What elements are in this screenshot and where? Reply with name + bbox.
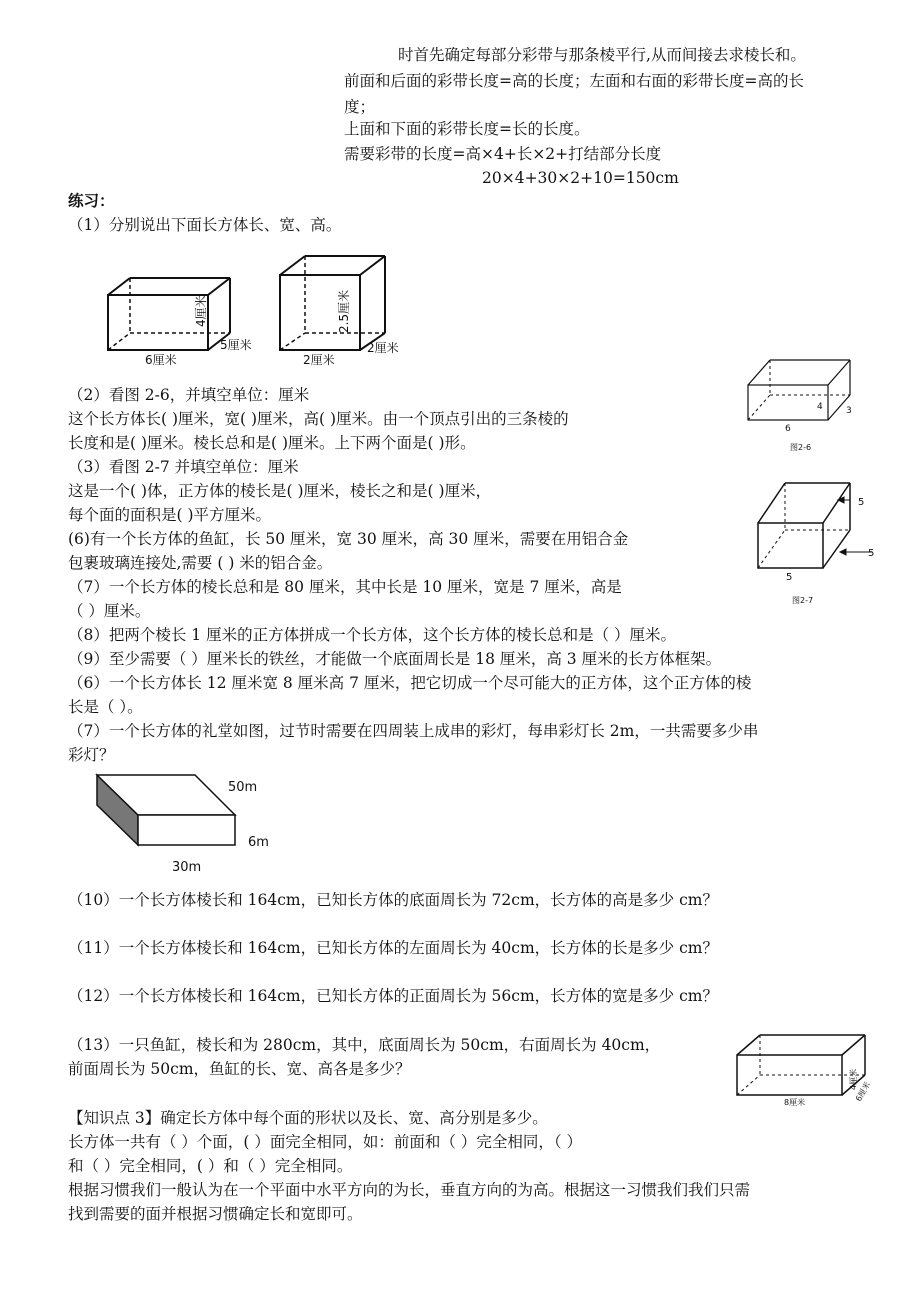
question-2-title: （2）看图 2-6，并填空单位：厘米	[68, 386, 310, 404]
intro-line-3: 度；	[344, 98, 376, 116]
question-7b-line-1: （7）一个长方体的礼堂如图，过节时需要在四周装上成串的彩灯，每串彩灯长 2m，一共需要多少串	[68, 722, 759, 740]
fig27-label-top: 5	[858, 497, 865, 508]
knowledge-point-3-line-1: 长方体一共有（ ）个面，( ）面完全相同，如：前面和（ ）完全相同，（ ）	[68, 1133, 583, 1151]
practice-title: 练习：	[68, 191, 115, 210]
question-3-line-1: 这是一个( )体，正方体的棱长是( )厘米，棱长之和是( )厘米，	[68, 482, 492, 500]
hall-length-label: 50m	[228, 780, 258, 795]
knowledge-point-3-line-2: 和（ ）完全相同，( ）和（ ）完全相同。	[68, 1157, 353, 1175]
fig1-height-label: 4厘米	[194, 295, 208, 327]
fig27-caption: 图2-7	[792, 596, 814, 605]
tank-height-label: 4厘米	[849, 1068, 858, 1090]
question-7a-line-2: （ ）厘米。	[68, 602, 151, 620]
question-6b-line-1: （6）一个长方体长 12 厘米宽 8 厘米高 7 厘米，把它切成一个尽可能大的正方体，这个正方体的棱	[68, 674, 752, 692]
question-3-line-2: 每个面的面积是( )平方厘米。	[68, 506, 272, 524]
question-7a-line-1: （7）一个长方体的棱长总和是 80 厘米，其中长是 10 厘米，宽是 7 厘米，高是	[68, 578, 622, 596]
tank-width-label: 6厘米	[853, 1080, 873, 1103]
question-3-title: （3）看图 2-7 并填空单位：厘米	[68, 458, 299, 476]
question-13-line-2: 前面周长为 50cm，鱼缸的长、宽、高各是多少？	[68, 1060, 411, 1078]
fig26-label-3: 3	[846, 406, 852, 416]
knowledge-point-3-line-3: 根据习惯我们一般认为在一个平面中水平方向的为长，垂直方向的为高。根据这一习惯我们我们只需	[68, 1181, 751, 1199]
hall-height-label: 6m	[248, 835, 269, 850]
fig1-width-label: 5厘米	[220, 338, 252, 352]
question-7b-line-2: 彩灯？	[68, 746, 115, 764]
fig2-width-label: 2厘米	[367, 341, 399, 355]
question-11: （11）一个长方体棱长和 164cm，已知长方体的左面周长为 40cm，长方体的长是多少 cm？	[68, 939, 718, 957]
fig26-caption: 图2-6	[790, 443, 812, 452]
fig1-length-label: 6厘米	[145, 353, 177, 367]
fig2-length-label: 2厘米	[303, 353, 335, 367]
intro-line-4: 上面和下面的彩带长度=长的长度。	[344, 120, 590, 138]
question-13-line-1: （13）一只鱼缸，棱长和为 280cm，其中，底面周长为 50cm，右面周长为 40cm，	[68, 1036, 661, 1054]
intro-line-1: 时首先确定每部分彩带与那条棱平行,从而间接去求棱长和。	[398, 46, 806, 64]
fig2-height-label: 2.5厘米	[337, 289, 351, 333]
question-8: （8）把两个棱长 1 厘米的正方体拼成一个长方体，这个长方体的棱长总和是（ ）厘米。	[68, 626, 677, 644]
hall-width-label: 30m	[172, 860, 202, 875]
question-6a-line-1: (6)有一个长方体的鱼缸，长 50 厘米，宽 30 厘米，高 30 厘米，需要在用铝合金	[68, 530, 629, 548]
question-6b-line-2: 长是（ ）。	[68, 698, 143, 716]
tank-length-label: 8厘米	[784, 1098, 806, 1107]
fig27-label-bottom: 5	[786, 572, 793, 583]
fig26-label-4: 4	[817, 402, 823, 412]
cuboid-figure-2	[275, 250, 415, 370]
intro-line-6: 20×4+30×2+10=150cm	[482, 169, 679, 187]
fig27-label-side: 5	[868, 548, 875, 559]
question-2-line-1: 这个长方体长( )厘米，宽( )厘米，高( )厘米。由一个顶点引出的三条棱的	[68, 410, 569, 428]
knowledge-point-3-title: 【知识点 3】确定长方体中每个面的形状以及长、宽、高分别是多少。	[68, 1109, 548, 1127]
intro-line-2: 前面和后面的彩带长度=高的长度；左面和右面的彩带长度=高的长	[344, 72, 804, 90]
hall-cuboid-figure	[90, 770, 290, 880]
question-12: （12）一个长方体棱长和 164cm，已知长方体的正面周长为 56cm，长方体的宽是多少 cm？	[68, 987, 718, 1005]
figure-2-6	[745, 355, 865, 455]
cuboid-figure-1	[100, 270, 270, 370]
question-6a-line-2: 包裹玻璃连接处,需要 ( ) 米的铝合金。	[68, 554, 333, 572]
fish-tank-figure	[732, 1030, 882, 1110]
fig26-label-6: 6	[785, 424, 791, 434]
question-9: （9）至少需要（ ）厘米长的铁丝，才能做一个底面周长是 18 厘米，高 3 厘米的长方体框架。	[68, 650, 722, 668]
question-10: （10）一个长方体棱长和 164cm，已知长方体的底面周长为 72cm，长方体的高是多少 cm？	[68, 891, 718, 909]
knowledge-point-3-line-4: 找到需要的面并根据习惯确定长和宽即可。	[68, 1205, 363, 1223]
figure-2-7	[750, 475, 880, 610]
question-1: （1）分别说出下面长方体长、宽、高。	[68, 216, 342, 234]
intro-line-5: 需要彩带的长度=高×4+长×2+打结部分长度	[344, 145, 662, 163]
question-2-line-2: 长度和是( )厘米。棱长总和是( )厘米。上下两个面是( )形。	[68, 434, 476, 452]
